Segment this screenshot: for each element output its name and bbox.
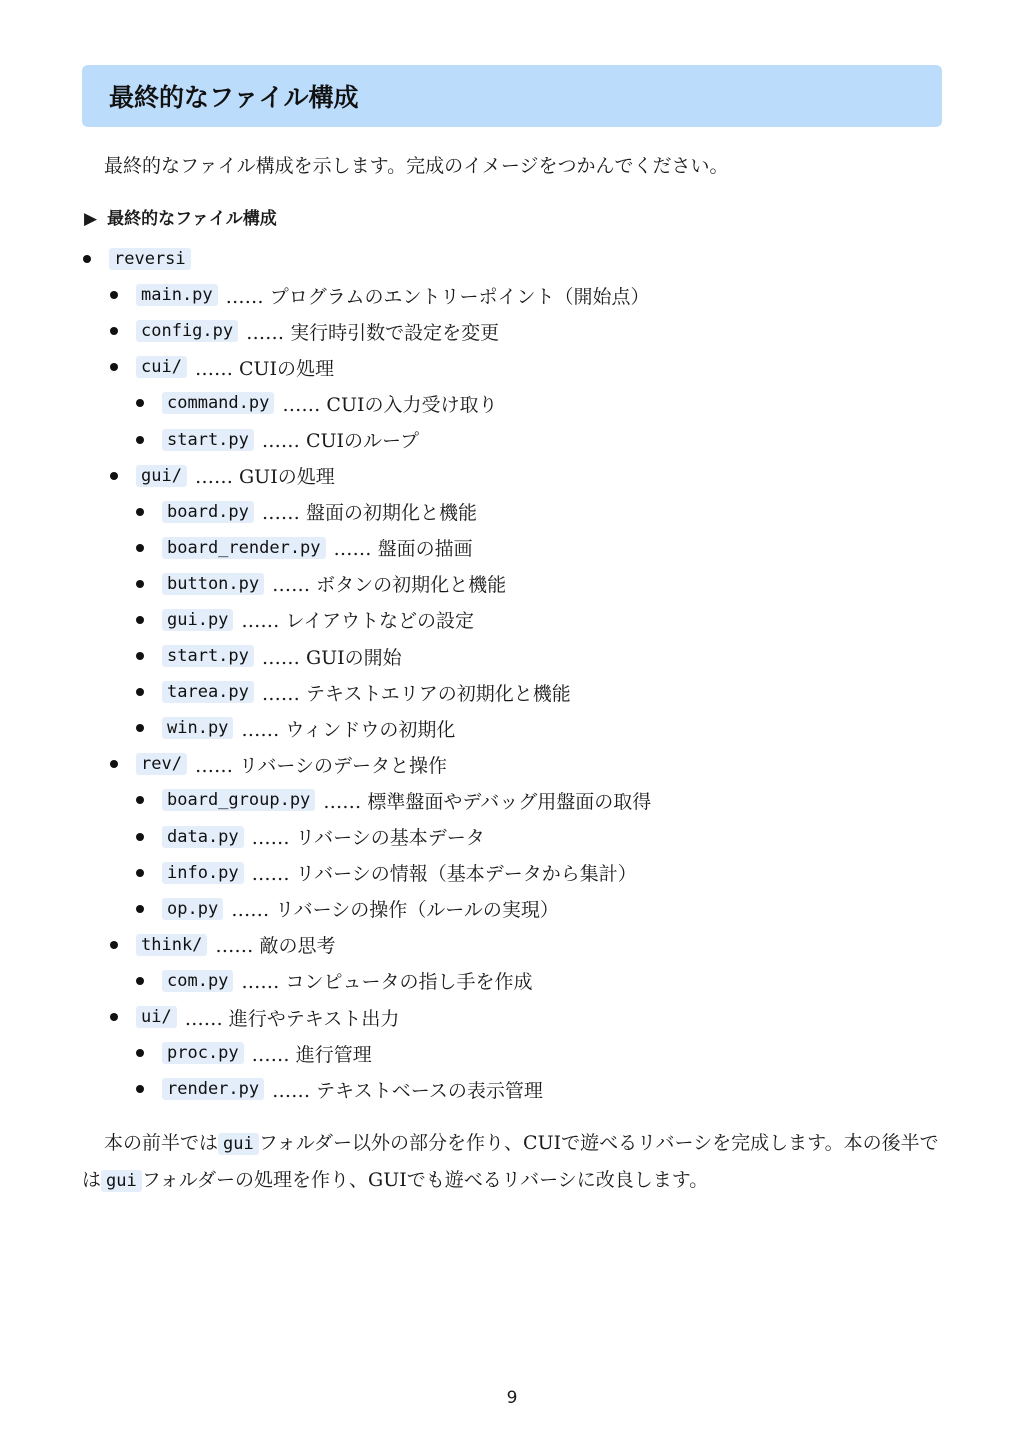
section-heading: 最終的なファイル構成 — [109, 83, 359, 112]
separator: …… — [194, 754, 233, 777]
separator: …… — [261, 430, 300, 453]
file-description — [252, 859, 637, 886]
separator: …… — [323, 790, 362, 813]
section-heading-box — [82, 65, 942, 127]
tree-item — [82, 963, 942, 999]
bullet-icon — [110, 472, 118, 480]
file-name: cui/ — [136, 356, 187, 378]
bullet-icon — [136, 580, 144, 588]
bullet-icon — [136, 905, 144, 913]
file-description — [215, 931, 335, 958]
separator: …… — [272, 1079, 311, 1102]
file-description — [231, 895, 559, 922]
tree-item — [82, 1071, 942, 1107]
tree-item — [82, 385, 942, 421]
tree-item — [82, 313, 942, 349]
description-text: GUIの処理 — [239, 466, 335, 489]
separator: …… — [251, 863, 290, 886]
tree-item — [82, 819, 942, 855]
file-description — [195, 354, 334, 381]
bullet-icon — [136, 1049, 144, 1057]
tree-item — [82, 999, 942, 1035]
tree-item — [82, 855, 942, 891]
separator: …… — [184, 1007, 223, 1030]
file-description — [195, 462, 335, 489]
page-number: 9 — [506, 1388, 518, 1408]
file-name: proc.py — [162, 1042, 244, 1064]
separator: …… — [261, 682, 300, 705]
file-name: ui/ — [136, 1006, 177, 1028]
bullet-icon — [136, 688, 144, 696]
separator: …… — [272, 574, 311, 597]
description-text: レイアウトなどの設定 — [285, 610, 474, 633]
file-description — [262, 498, 477, 525]
tree-item — [82, 494, 942, 530]
tree-item — [82, 1035, 942, 1071]
description-text: CUIの入力受け取り — [326, 393, 498, 416]
bullet-icon — [110, 1013, 118, 1021]
bullet-icon — [136, 977, 144, 985]
description-text: コンピュータの指し手を作成 — [285, 971, 533, 994]
bullet-icon — [136, 1085, 144, 1093]
file-name: render.py — [162, 1078, 264, 1100]
outro-text-2: フォルダー以外の部分を作り、CUIで遊べるリバーシを完成します。本の後半では — [82, 1132, 939, 1191]
description-text: リバーシの操作（ルールの実現） — [275, 899, 559, 922]
tree-item — [82, 277, 942, 313]
file-name: op.py — [162, 898, 223, 920]
bullet-icon — [136, 616, 144, 624]
bullet-icon — [136, 508, 144, 516]
description-text: CUIのループ — [305, 430, 420, 453]
separator: …… — [261, 646, 300, 669]
tree-item — [82, 927, 942, 963]
file-name: think/ — [136, 934, 207, 956]
file-name: start.py — [162, 645, 254, 667]
tree-item — [82, 530, 942, 566]
subheading — [84, 206, 277, 232]
bullet-icon — [136, 796, 144, 804]
file-name: board_render.py — [162, 537, 326, 559]
file-description — [262, 679, 571, 706]
file-description — [272, 570, 506, 597]
file-name: gui.py — [162, 609, 233, 631]
separator: …… — [225, 285, 264, 308]
tree-item — [82, 241, 942, 277]
bullet-icon — [83, 255, 91, 263]
file-name: info.py — [162, 862, 244, 884]
file-description — [334, 534, 473, 561]
tree-item — [82, 602, 942, 638]
tree-item — [82, 349, 942, 385]
tree-item — [82, 638, 942, 674]
file-name: board_group.py — [162, 789, 315, 811]
description-text: 標準盤面やデバッグ用盤面の取得 — [367, 790, 652, 813]
file-description — [195, 751, 447, 778]
file-description — [185, 1004, 400, 1031]
file-name: win.py — [162, 717, 233, 739]
file-name: main.py — [136, 284, 218, 306]
tree-item — [82, 746, 942, 782]
description-text: 盤面の初期化と機能 — [305, 502, 477, 525]
bullet-icon — [136, 436, 144, 444]
file-description — [252, 823, 485, 850]
bullet-icon — [110, 327, 118, 335]
tree-item — [82, 674, 942, 710]
separator: …… — [194, 466, 233, 489]
description-text: GUIの開始 — [305, 646, 402, 669]
description-text: ウィンドウの初期化 — [285, 718, 456, 741]
file-description — [282, 390, 497, 417]
separator: …… — [246, 321, 285, 344]
separator: …… — [251, 1043, 290, 1066]
outro-text-1: 本の前半では — [104, 1132, 219, 1154]
file-name: rev/ — [136, 753, 187, 775]
intro-paragraph: 最終的なファイル構成を示します。完成のイメージをつかんでください。 — [104, 155, 729, 177]
file-name: config.py — [136, 320, 238, 342]
file-description — [272, 1076, 543, 1103]
separator: …… — [194, 357, 233, 380]
description-text: リバーシの情報（基本データから集計） — [295, 863, 637, 886]
description-text: 実行時引数で設定を変更 — [290, 321, 500, 344]
file-name: button.py — [162, 573, 264, 595]
separator: …… — [215, 935, 254, 958]
description-text: 敵の思考 — [259, 935, 336, 958]
file-description — [241, 967, 532, 994]
separator: …… — [282, 393, 321, 416]
file-name: gui/ — [136, 465, 187, 487]
description-text: 進行管理 — [295, 1043, 372, 1066]
subheading-text: 最終的なファイル構成 — [107, 209, 277, 229]
bullet-icon — [136, 399, 144, 407]
file-description — [323, 787, 651, 814]
outro-text-3: フォルダーの処理を作り、GUIでも遊べるリバーシに改良します。 — [141, 1169, 709, 1191]
bullet-icon — [136, 652, 144, 660]
file-name: data.py — [162, 826, 244, 848]
file-tree — [82, 241, 942, 1107]
file-description — [241, 715, 455, 742]
description-text: テキストベースの表示管理 — [316, 1079, 543, 1102]
separator: …… — [241, 718, 280, 741]
file-description — [226, 282, 650, 309]
description-text: リバーシのデータと操作 — [239, 754, 448, 777]
bullet-icon — [110, 291, 118, 299]
file-description — [262, 643, 402, 670]
file-name: board.py — [162, 501, 254, 523]
separator: …… — [231, 899, 270, 922]
separator: …… — [241, 971, 280, 994]
bullet-icon — [110, 760, 118, 768]
file-name: reversi — [109, 248, 191, 270]
separator: …… — [251, 827, 290, 850]
triangle-marker-icon: ▶ — [84, 209, 98, 229]
file-description — [262, 426, 419, 453]
description-text: 進行やテキスト出力 — [228, 1007, 400, 1030]
bullet-icon — [110, 363, 118, 371]
bullet-icon — [136, 544, 144, 552]
outro-paragraph — [82, 1125, 942, 1199]
file-description — [241, 606, 474, 633]
tree-item — [82, 566, 942, 602]
description-text: ボタンの初期化と機能 — [316, 574, 507, 597]
file-name: com.py — [162, 970, 233, 992]
separator: …… — [261, 502, 300, 525]
file-name: tarea.py — [162, 681, 254, 703]
bullet-icon — [136, 833, 144, 841]
description-text: リバーシの基本データ — [295, 827, 485, 850]
separator: …… — [333, 538, 372, 561]
bullet-icon — [136, 869, 144, 877]
file-name: start.py — [162, 429, 254, 451]
separator: …… — [241, 610, 280, 633]
bullet-icon — [136, 724, 144, 732]
bullet-icon — [110, 941, 118, 949]
description-text: 盤面の描画 — [377, 538, 473, 561]
file-name: command.py — [162, 392, 274, 414]
tree-item — [82, 891, 942, 927]
tree-item — [82, 421, 942, 457]
tree-item — [82, 710, 942, 746]
description-text: プログラムのエントリーポイント（開始点） — [269, 285, 650, 308]
inline-code-gui: gui — [101, 1170, 142, 1192]
description-text: CUIの処理 — [239, 357, 335, 380]
tree-item — [82, 782, 942, 818]
tree-item — [82, 458, 942, 494]
inline-code-gui: gui — [218, 1133, 259, 1155]
file-description — [246, 318, 499, 345]
description-text: テキストエリアの初期化と機能 — [305, 682, 571, 705]
file-description — [252, 1040, 372, 1067]
